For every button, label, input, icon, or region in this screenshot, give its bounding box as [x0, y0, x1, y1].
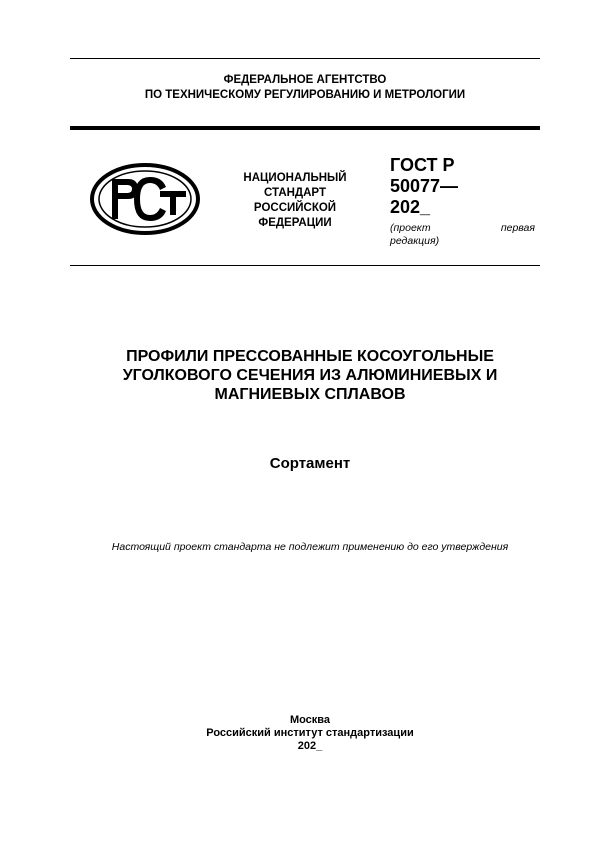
rst-logo — [90, 163, 200, 235]
gost-line-2: 50077— — [390, 176, 459, 196]
imprint-city: Москва — [289, 714, 331, 726]
designation-rule — [70, 265, 540, 266]
edition-word-2: первая — [500, 222, 535, 234]
imprint-year: 202_ — [297, 740, 323, 752]
national-line-3: РОССИЙСКОЙ — [253, 202, 337, 214]
title-line-1: ПРОФИЛИ ПРЕССОВАННЫЕ КОСОУГОЛЬНЫЕ — [126, 348, 494, 365]
agency-line-1: ФЕДЕРАЛЬНОЕ АГЕНТСТВО — [223, 74, 387, 86]
agency-header — [70, 73, 540, 103]
national-line-1: НАЦИОНАЛЬНЫЙ — [243, 172, 347, 184]
gost-designation — [390, 155, 458, 218]
edition-note — [390, 222, 535, 248]
top-rule — [70, 58, 540, 59]
title-line-2: УГОЛКОВОГО СЕЧЕНИЯ ИЗ АЛЮМИНИЕВЫХ И — [122, 367, 498, 384]
agency-line-2: ПО ТЕХНИЧЕСКОМУ РЕГУЛИРОВАНИЮ И МЕТРОЛОГИИ — [144, 89, 466, 101]
gost-line-3: 202_ — [390, 197, 431, 217]
rst-logo-icon — [90, 163, 200, 235]
national-line-2: СТАНДАРТ — [264, 187, 326, 199]
header-thick-rule — [70, 126, 540, 130]
edition-word-1: (проект — [390, 222, 431, 234]
national-line-4: ФЕДЕРАЦИИ — [258, 217, 332, 229]
imprint-publisher: Российский институт стандартизации — [206, 727, 414, 739]
national-standard-label — [225, 171, 365, 231]
draft-notice: Настоящий проект стандарта не подлежит применению до его утверждения — [111, 541, 509, 553]
edition-line-2: редакция) — [390, 235, 440, 247]
document-subtitle: Сортамент — [269, 455, 351, 472]
document-title — [60, 347, 560, 404]
title-line-3: МАГНИЕВЫХ СПЛАВОВ — [214, 386, 406, 403]
imprint — [160, 714, 460, 753]
gost-line-1: ГОСТ Р — [390, 155, 455, 175]
